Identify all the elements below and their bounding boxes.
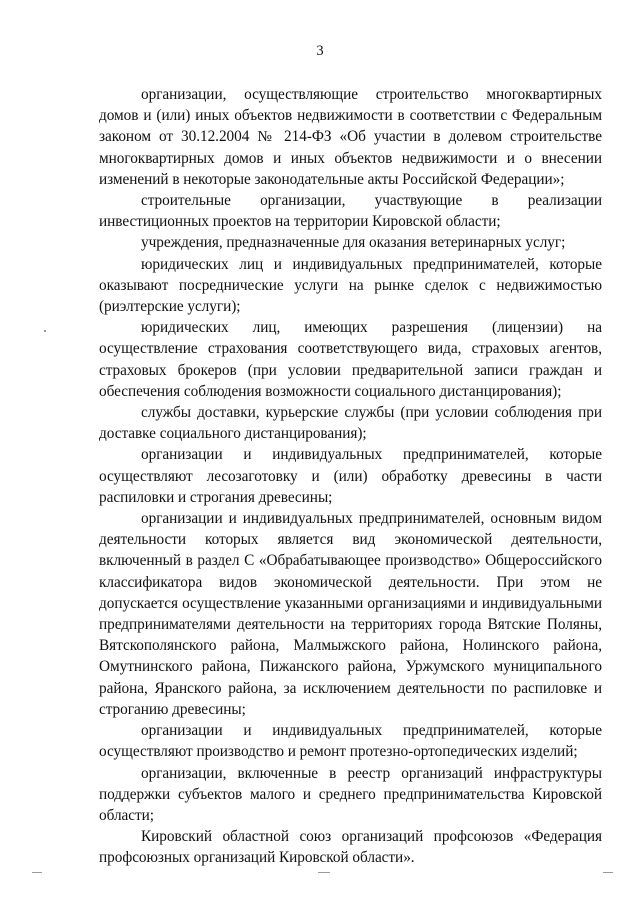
list-item: организации, включенные в реестр организаций инфраструктуры поддержки субъектов малого и среднего предпринимательства Кировской области; <box>99 764 602 824</box>
list-item: организации и индивидуальных предпринимателей, основным видом деятельности которых является вид экономической деятельности, включенный в раздел С «Обрабатывающее производство» Общероссийского классификатора видов экономической деятельности. При этом не допускается осуществление указанными организациями и индивидуальными предпринимателями деятельности на территориях города Вятские Поляны, Вятскополянского района, Малмыжского района, Нолинского района, Омутнинского района, Пижанского района, Уржумского муниципального района, Яранского района, за исключением деятельности по распиловке и строганию древесины; <box>99 510 602 718</box>
list-item: строительные организации, участвующие в реализации инвестиционных проектов на территории Кировской области; <box>99 192 602 231</box>
list-item: учреждения, предназначенные для оказания ветеринарных услуг; <box>141 234 566 252</box>
list-item: организации и индивидуальных предпринимателей, которые осуществляют производство и ремонт протезно-ортопедических изделий; <box>99 722 602 761</box>
list-item: юридических лиц, имеющих разрешения (лицензии) на осуществление страхования соответствующего вида, страховых агентов, страховых брокеров (при условии предварительной записи граждан и обеспечения соблюдения возможности социального дистанцирования); <box>99 319 602 400</box>
scan-speck <box>44 330 46 332</box>
list-item: службы доставки, курьерские службы (при условии соблюдения при доставке социального дистанцирования); <box>99 404 602 443</box>
list-item: юридических лиц и индивидуальных предпринимателей, которые оказывают посреднические услуги на рынке сделок с недвижимостью (риэлтерские услуги); <box>99 255 602 316</box>
list-item: организации, осуществляющие строительство многоквартирных домов и (или) иных объектов недвижимости в соответствии с Федеральным законом от 30.12.2004 № 214-ФЗ «Об участии в долевом строительстве многоквартирных домов и иных объектов недвижимости и о внесении изменений в некоторые законодательные акты Российской Федерации»; <box>99 86 602 188</box>
scan-speck <box>318 872 330 873</box>
list-item: организации и индивидуальных предпринимателей, которые осуществляют лесозаготовку и (или) обработку древесины в части распиловки и строгания древесины; <box>99 446 602 506</box>
document-body <box>99 84 602 869</box>
scan-speck <box>603 872 613 873</box>
list-item: Кировский областной союз организаций профсоюзов «Федерация профсоюзных организаций Кировской области». <box>99 828 602 867</box>
page-number: 3 <box>316 43 324 59</box>
scan-speck <box>32 872 42 873</box>
